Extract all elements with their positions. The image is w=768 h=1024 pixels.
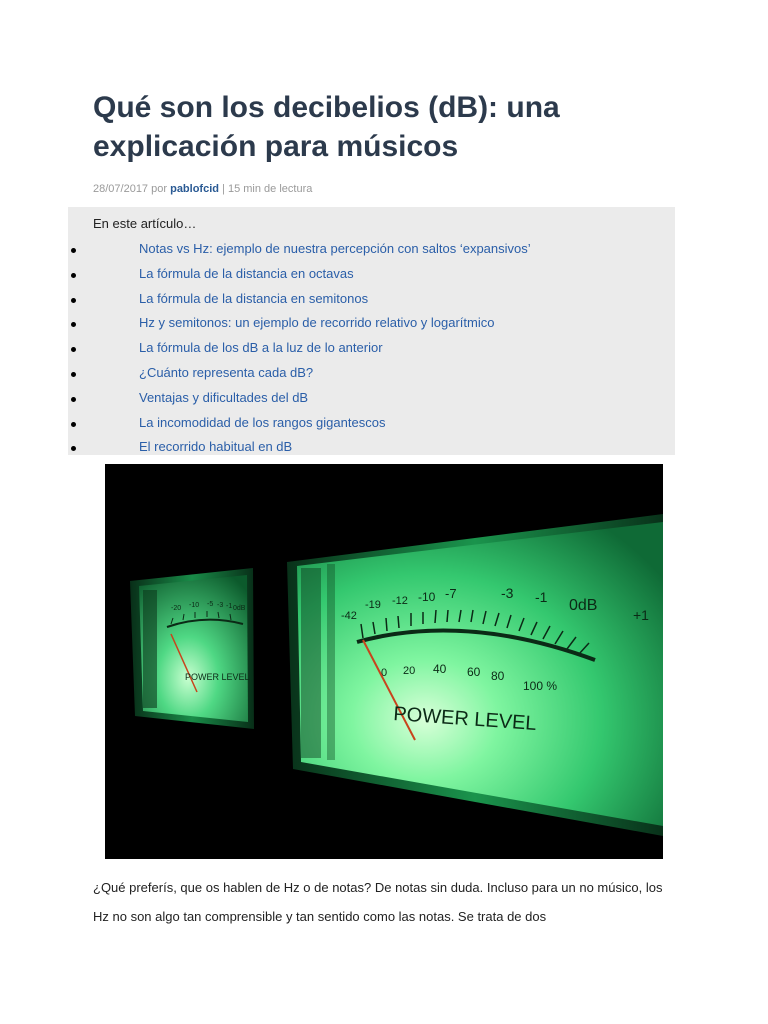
toc-list	[68, 239, 675, 462]
toc-item	[68, 388, 675, 413]
bullet-icon	[71, 347, 76, 352]
toc-item	[68, 239, 675, 264]
toc-item	[68, 413, 675, 438]
article-title: Qué son los decibelios (dB): una explicación para músicos	[93, 91, 560, 163]
toc-link[interactable]: La fórmula de los dB a la luz de lo anterior	[139, 340, 383, 356]
toc-link[interactable]: El recorrido habitual en dB	[139, 439, 293, 455]
read-time: 15 min de lectura	[227, 183, 313, 195]
percent-scale-0: 0	[381, 667, 388, 679]
bullet-icon	[71, 446, 76, 451]
small-db-scale-1: -10	[189, 602, 200, 609]
toc-item	[68, 338, 675, 363]
db-scale-4: -7	[445, 586, 457, 601]
bullet-icon	[71, 322, 76, 327]
toc-link[interactable]: Ventajas y dificultades del dB	[139, 389, 309, 405]
db-scale-3: -10	[418, 590, 436, 604]
toc-link[interactable]: La fórmula de la distancia en semitonos	[139, 290, 369, 306]
toc-item	[68, 437, 675, 462]
small-meter-label: POWER LEVEL	[185, 672, 250, 682]
toc-link[interactable]: Hz y semitonos: un ejemplo de recorrido relativo y logarítmico	[139, 315, 495, 331]
toc-item	[68, 264, 675, 289]
percent-scale-5: 100 %	[523, 679, 558, 693]
large-meter	[287, 514, 663, 836]
percent-scale-2: 40	[433, 662, 447, 676]
bullet-icon	[71, 372, 76, 377]
table-of-contents	[68, 207, 675, 455]
bullet-icon	[71, 273, 76, 278]
vu-meter-photo	[105, 464, 663, 859]
bullet-icon	[71, 248, 76, 253]
small-db-scale-3: -3	[217, 602, 224, 609]
db-scale-1: -19	[365, 599, 381, 611]
meta-separator: |	[222, 183, 225, 195]
small-meter	[130, 568, 254, 729]
toc-heading: En este artículo…	[93, 216, 197, 231]
large-meter-label: POWER LEVEL	[392, 703, 538, 735]
toc-item	[68, 363, 675, 388]
small-db-scale-2: -5	[207, 601, 214, 608]
vu-meter-illustration	[105, 464, 663, 859]
article-meta	[93, 183, 312, 195]
toc-link[interactable]: ¿Cuánto representa cada dB?	[139, 364, 314, 380]
bullet-icon	[71, 397, 76, 402]
percent-scale-4: 80	[491, 669, 505, 683]
author-link[interactable]: pablofcid	[170, 183, 219, 195]
by-label: por	[151, 183, 168, 195]
db-scale-5: -3	[501, 585, 514, 601]
db-scale-2: -12	[392, 595, 408, 607]
toc-link[interactable]: La incomodidad de los rangos gigantescos	[139, 414, 386, 430]
publish-date: 28/07/2017	[93, 183, 149, 195]
toc-item	[68, 313, 675, 338]
db-scale-0: -42	[341, 610, 357, 622]
bullet-icon	[71, 298, 76, 303]
article-paragraph: ¿Qué preferís, que os hablen de Hz o de notas? De notas sin duda. Incluso para un no músico, los Hz no son algo tan comprensible y tan sentido como las notas. Se trata de dos	[93, 880, 663, 924]
percent-scale-1: 20	[403, 665, 416, 677]
percent-scale-3: 60	[467, 665, 481, 679]
db-scale-7: 0dB	[569, 597, 598, 614]
toc-item	[68, 289, 675, 314]
small-db-scale-0: -20	[171, 605, 182, 612]
toc-link[interactable]: La fórmula de la distancia en octavas	[139, 265, 354, 281]
db-scale-6: -1	[535, 589, 548, 605]
db-scale-8: +1	[633, 607, 649, 623]
small-db-scale-5: 0dB	[233, 605, 246, 612]
toc-link[interactable]: Notas vs Hz: ejemplo de nuestra percepción con saltos ‘expansivos’	[139, 241, 531, 256]
small-db-scale-4: -1	[226, 603, 233, 610]
bullet-icon	[71, 422, 76, 427]
